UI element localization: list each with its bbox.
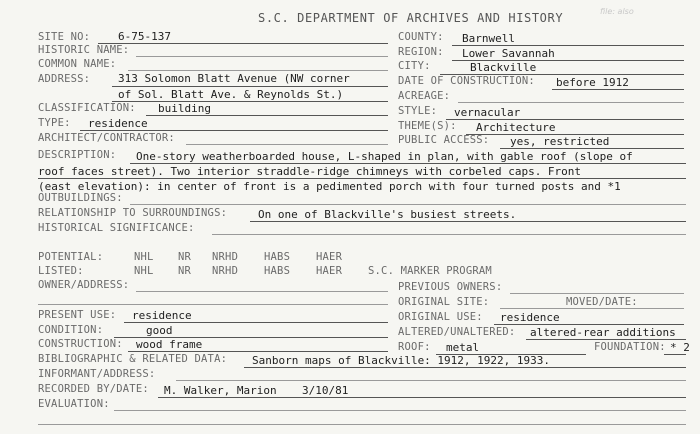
altered-line: [526, 339, 686, 340]
potential-label: POTENTIAL:: [38, 251, 104, 263]
evaluation-label: EVALUATION:: [38, 398, 110, 410]
bibliographic-label: BIBLIOGRAPHIC & RELATED DATA:: [38, 353, 228, 365]
style-value: vernacular: [454, 106, 521, 119]
bibliographic-value: Sanborn maps of Blackville: 1912, 1922, 1933.: [252, 354, 551, 367]
listed-nhl: NHL: [134, 265, 154, 277]
evaluation-line-2: [38, 424, 686, 425]
date-of-construction-label: DATE OF CONSTRUCTION:: [398, 75, 535, 87]
recorded-date: 3/10/81: [302, 384, 349, 397]
classification-value: building: [158, 102, 211, 115]
public-access-label: PUBLIC ACCESS:: [398, 134, 490, 146]
listed-habs: HABS: [264, 265, 291, 277]
county-label: COUNTY:: [398, 31, 444, 43]
recorded-by-line: [158, 397, 686, 398]
architect-line: [186, 144, 388, 145]
type-label: TYPE:: [38, 117, 71, 129]
listed-label: LISTED:: [38, 265, 84, 277]
relationship-label: RELATIONSHIP TO SURROUNDINGS:: [38, 207, 228, 219]
owner-address-label: OWNER/ADDRESS:: [38, 279, 130, 291]
listed-haer: HAER: [316, 265, 343, 277]
date-of-construction-line: [552, 89, 684, 90]
style-label: STYLE:: [398, 105, 438, 117]
previous-owners-label: PREVIOUS OWNERS:: [398, 281, 503, 293]
outbuildings-line: [130, 204, 686, 205]
original-site-label: ORIGINAL SITE:: [398, 296, 490, 308]
form-header: S.C. DEPARTMENT OF ARCHIVES AND HISTORY: [258, 11, 564, 25]
description-line-3: (east elevation): in center of front is a pedimented porch with four turned posts and *1: [38, 180, 621, 193]
common-name-line: [128, 70, 388, 71]
construction-label: CONSTRUCTION:: [38, 338, 123, 350]
public-access-value: yes, restricted: [510, 135, 610, 148]
type-line: [80, 130, 388, 131]
informant-label: INFORMANT/ADDRESS:: [38, 368, 156, 380]
historical-significance-label: HISTORICAL SIGNIFICANCE:: [38, 222, 195, 234]
recorded-by-label: RECORDED BY/DATE:: [38, 383, 149, 395]
previous-owners-line: [510, 293, 684, 294]
recorded-by-name: M. Walker, Marion: [164, 384, 277, 397]
listed-nr: NR: [178, 265, 192, 277]
region-label: REGION:: [398, 46, 444, 58]
relationship-value: On one of Blackville's busiest streets.: [258, 208, 517, 221]
bibliographic-line: [244, 367, 686, 368]
description-label: DESCRIPTION:: [38, 149, 117, 161]
present-use-value: residence: [132, 309, 192, 322]
owner-address-line: [136, 291, 388, 292]
potential-nrhd: NRHD: [212, 251, 239, 263]
acreage-line: [458, 102, 684, 103]
classification-label: CLASSIFICATION:: [38, 102, 136, 114]
marker-program-label: S.C. MARKER PROGRAM: [368, 265, 492, 277]
themes-value: Architecture: [476, 121, 556, 134]
moved-date-label: MOVED/DATE:: [566, 296, 638, 308]
foundation-label: FOUNDATION:: [594, 341, 666, 353]
potential-nhl: NHL: [134, 251, 154, 263]
site-no-value: 6-75-137: [118, 30, 171, 43]
description-rule-2: [38, 178, 686, 179]
description-line-1: One-story weatherboarded house, L-shaped in plan, with gable roof (slope of: [136, 150, 633, 163]
relationship-line: [250, 221, 686, 222]
type-value: residence: [88, 117, 148, 130]
county-value: Barnwell: [462, 32, 515, 45]
present-use-line: [124, 322, 388, 323]
potential-habs: HABS: [264, 251, 291, 263]
county-line: [452, 45, 684, 46]
evaluation-line: [114, 410, 686, 411]
acreage-label: ACREAGE:: [398, 90, 451, 102]
date-of-construction-value: before 1912: [556, 76, 629, 89]
roof-value: metal: [446, 341, 480, 354]
construction-line: [128, 351, 388, 352]
public-access-line: [500, 148, 684, 149]
pencil-note: file: also: [600, 7, 634, 16]
common-name-label: COMMON NAME:: [38, 58, 117, 70]
address-line-1: 313 Solomon Blatt Avenue (NW corner: [118, 72, 350, 85]
city-value: Blackville: [470, 61, 537, 74]
historic-name-line: [136, 56, 388, 57]
potential-nr: NR: [178, 251, 192, 263]
historical-significance-line: [212, 234, 686, 235]
architect-label: ARCHITECT/CONTRACTOR:: [38, 132, 175, 144]
outbuildings-label: OUTBUILDINGS:: [38, 192, 123, 204]
condition-label: CONDITION:: [38, 324, 104, 336]
description-line-2: roof faces street). Two interior straddle-ridge chimneys with corbeled caps. Front: [38, 165, 582, 178]
address-line-2: of Sol. Blatt Ave. & Reynolds St.): [118, 88, 344, 101]
city-label: CITY:: [398, 60, 431, 72]
original-use-value: residence: [500, 311, 560, 324]
address-line-1-rule: [112, 86, 388, 87]
informant-line: [176, 380, 686, 381]
potential-haer: HAER: [316, 251, 343, 263]
roof-label: ROOF:: [398, 341, 431, 353]
region-value: Lower Savannah: [462, 47, 555, 60]
present-use-label: PRESENT USE:: [38, 309, 117, 321]
address-line-2-rule: [112, 101, 388, 102]
themes-label: THEME(S):: [398, 120, 457, 132]
foundation-value: * 2: [670, 341, 690, 354]
address-label: ADDRESS:: [38, 73, 91, 85]
altered-label: ALTERED/UNALTERED:: [398, 326, 516, 338]
construction-value: wood frame: [136, 338, 203, 351]
original-use-line: [494, 324, 684, 325]
owner-address-line-2: [38, 304, 388, 305]
site-no-label: SITE NO:: [38, 31, 91, 43]
foundation-line: [664, 354, 686, 355]
classification-line: [146, 115, 388, 116]
site-no-line: [98, 43, 388, 44]
description-rule-1: [130, 163, 686, 164]
original-use-label: ORIGINAL USE:: [398, 311, 483, 323]
altered-value: altered-rear additions: [530, 326, 676, 339]
original-site-line: [500, 308, 684, 309]
condition-value: good: [146, 324, 173, 337]
listed-nrhd: NRHD: [212, 265, 239, 277]
historic-name-label: HISTORIC NAME:: [38, 44, 130, 56]
style-line: [446, 119, 684, 120]
